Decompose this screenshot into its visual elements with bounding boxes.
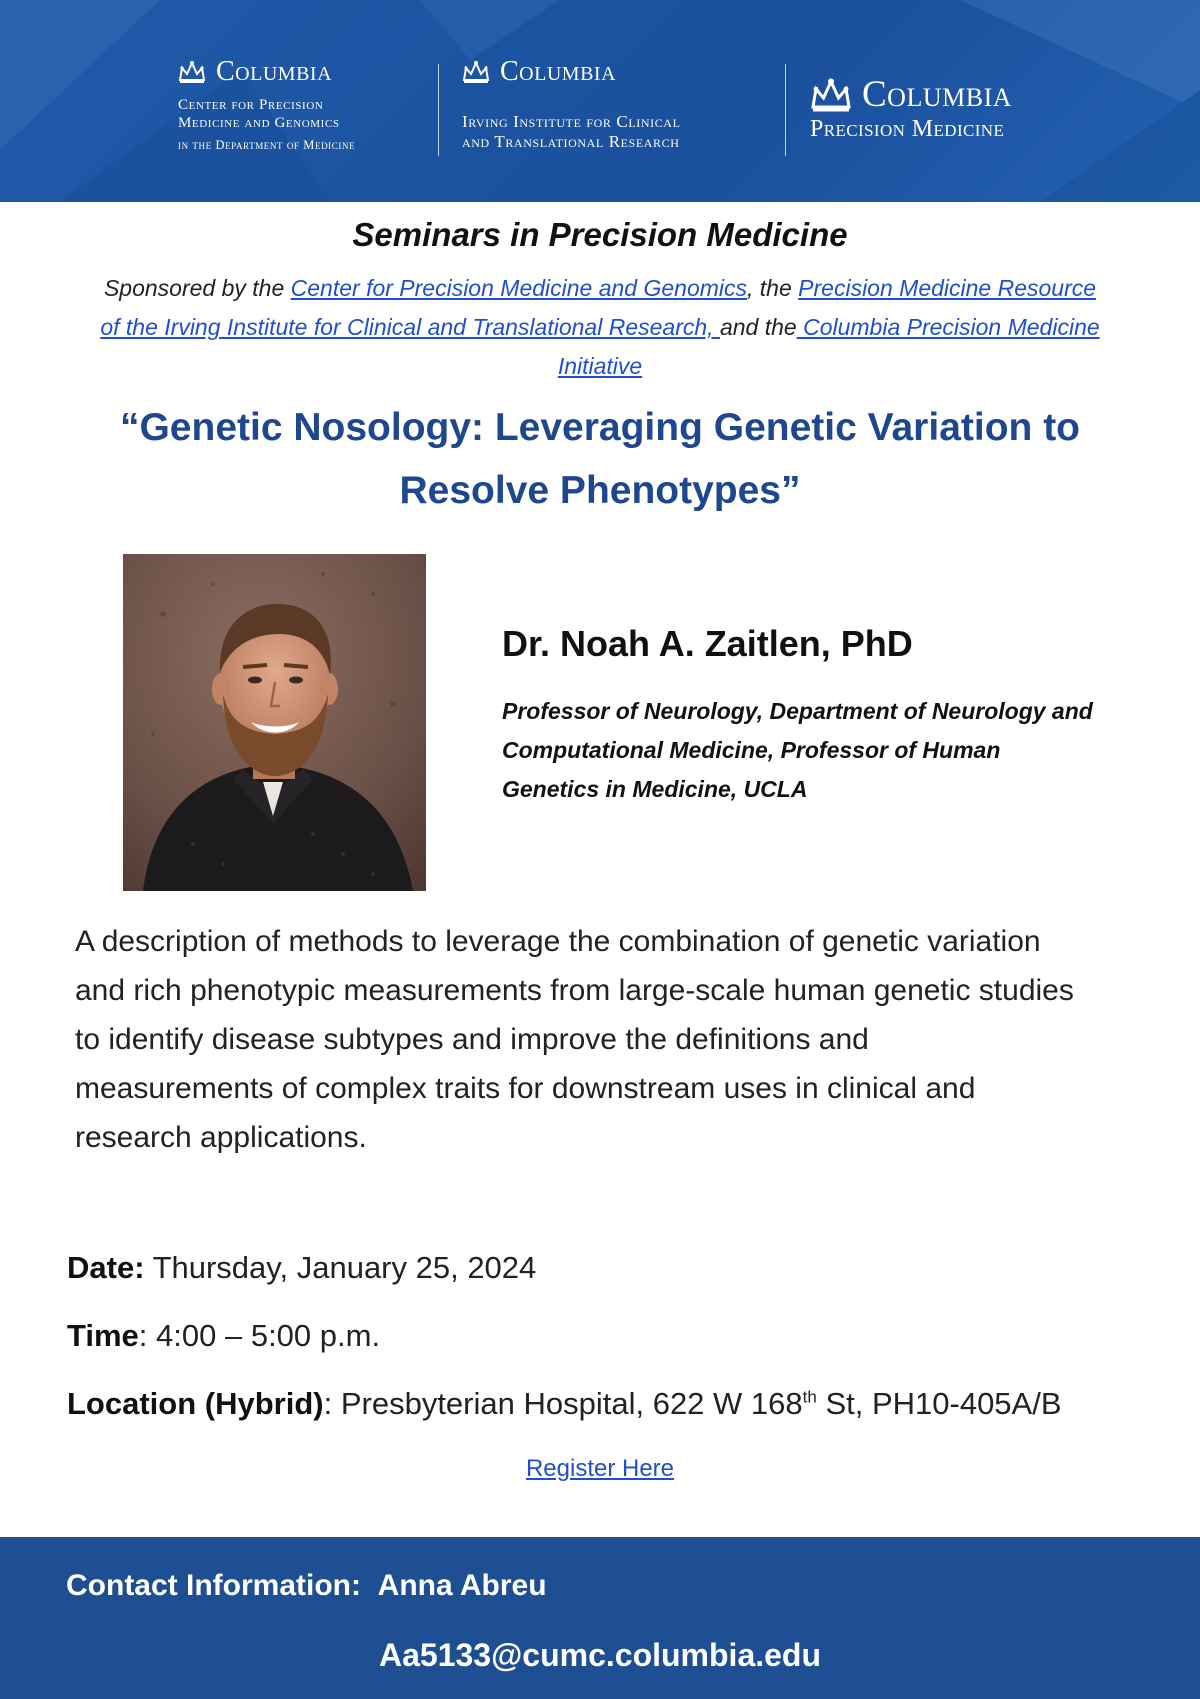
- register-link[interactable]: Register Here: [525, 1455, 675, 1482]
- logo-line: Precision Medicine: [810, 116, 1005, 142]
- date-row: [67, 1250, 536, 1286]
- logo-irving-institute: [462, 58, 681, 152]
- location-value: : Presbyterian Hospital, 622 W 168: [323, 1386, 803, 1421]
- logo-divider: [438, 64, 439, 156]
- sponsor-prefix: Sponsored by the: [103, 275, 291, 301]
- location-label: Location (Hybrid): [67, 1386, 324, 1421]
- date-label: Date:: [67, 1250, 145, 1285]
- contact-email[interactable]: Aa5133@cumc.columbia.edu: [378, 1637, 822, 1673]
- logo-line: Irving Institute for Clinical: [462, 112, 681, 131]
- contact-name: Anna Abreu: [377, 1569, 547, 1602]
- sponsor-separator: , the: [747, 275, 799, 301]
- crown-icon: [178, 60, 206, 84]
- crown-icon: [810, 77, 852, 113]
- location-superscript: th: [802, 1387, 817, 1407]
- speaker-portrait-illustration: [123, 554, 426, 891]
- logo-brand: Columbia: [500, 56, 617, 87]
- header-banner: [0, 0, 1200, 202]
- link-cpmg[interactable]: Center for Precision Medicine and Genomics: [290, 275, 748, 301]
- time-value: : 4:00 – 5:00 p.m.: [138, 1318, 381, 1353]
- talk-description: A description of methods to leverage the combination of genetic variation and rich phenotypic measurements from large-scale human genetic studies to identify disease subtypes and improve the definitions and measurements of complex traits for downstream uses in clinical and research applications.: [75, 925, 1074, 1154]
- register-row: [0, 1455, 1200, 1483]
- talk-title: “Genetic Nosology: Leveraging Genetic Variation to Resolve Phenotypes”: [119, 406, 1081, 512]
- contact-footer: [0, 1537, 1200, 1699]
- logo-line: in the Department of Medicine: [178, 138, 356, 152]
- logo-line: and Translational Research: [462, 132, 680, 151]
- logo-columbia-precision-medicine: [810, 76, 1012, 143]
- sponsor-separator: and the: [719, 314, 797, 340]
- logo-brand: Columbia: [862, 74, 1013, 115]
- time-label: Time: [67, 1318, 139, 1353]
- crown-icon: [462, 60, 490, 84]
- sponsor-text: [100, 269, 1100, 386]
- date-value: Thursday, January 25, 2024: [144, 1250, 537, 1285]
- location-row: [67, 1386, 1062, 1422]
- speaker-photo: [123, 554, 426, 891]
- speaker-affiliation: Professor of Neurology, Department of Neurology and Computational Medicine, Professor of Human Genetics in Medicine, UCLA: [502, 698, 1093, 802]
- contact-line: [66, 1569, 547, 1603]
- logo-line: Center for Precision: [178, 97, 324, 113]
- logo-brand: Columbia: [216, 56, 333, 87]
- speaker-name: Dr. Noah A. Zaitlen, PhD: [502, 623, 913, 664]
- contact-label: Contact Information:: [66, 1569, 361, 1602]
- time-row: [67, 1318, 380, 1354]
- link-precision-medicine-resource[interactable]: Precision Medicine Resource of the Irving Institute for Clinical and Translational Research,: [100, 275, 1097, 340]
- series-title: Seminars in Precision Medicine: [352, 216, 848, 253]
- link-columbia-precision-medicine-initiative[interactable]: Columbia Precision Medicine Initiative: [557, 314, 1100, 379]
- logo-line: Medicine and Genomics: [178, 115, 340, 131]
- location-value-end: St, PH10-405A/B: [816, 1386, 1062, 1421]
- logo-cpmg: [178, 58, 355, 153]
- logo-divider: [785, 64, 786, 156]
